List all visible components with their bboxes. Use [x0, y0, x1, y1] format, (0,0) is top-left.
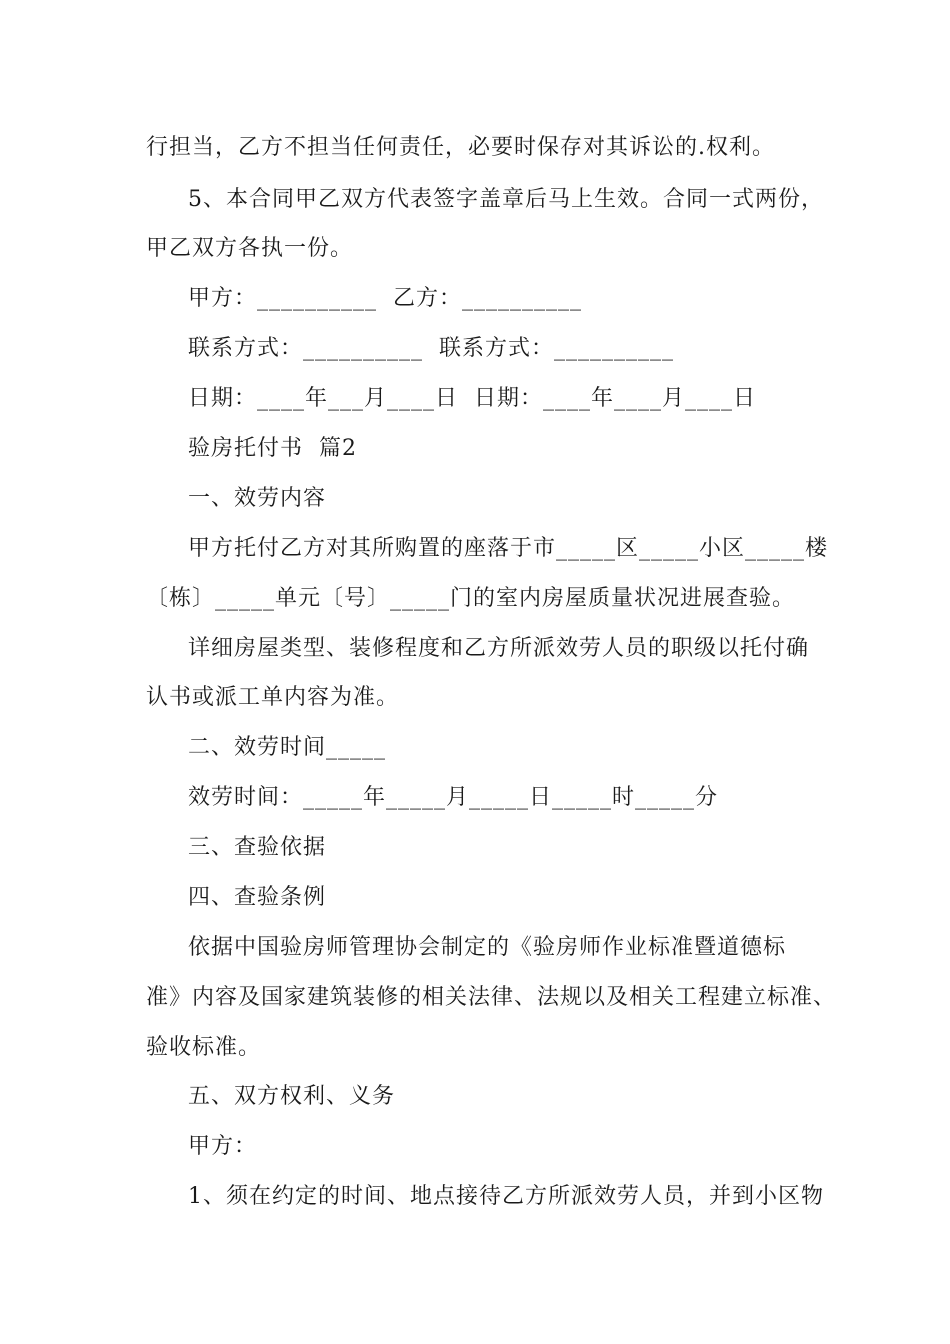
- heading-rights-obligations: 五、双方权利、义务: [188, 1084, 396, 1109]
- rules-line-2: 准》内容及国家建筑装修的相关法律、法规以及相关工程建立标准、: [146, 985, 837, 1010]
- obligation-1-line: 1、须在约定的时间、地点接待乙方所派效劳人员，并到小区物: [188, 1184, 824, 1209]
- service-content-line-1: 甲方托付乙方对其所购置的座落于市_____区_____小区_____楼: [188, 536, 829, 561]
- rules-line-3: 验收标准。: [146, 1035, 262, 1060]
- clause-5-line-2: 甲乙双方各执一份。: [146, 236, 354, 261]
- clause-5-line-1: 5、本合同甲乙双方代表签字盖章后马上生效。合同一式两份，: [188, 187, 824, 212]
- contact-line: 联系方式：__________ 联系方式：__________: [188, 336, 674, 361]
- signature-party-line: 甲方：__________ 乙方：__________: [188, 286, 582, 311]
- heading-inspection-basis: 三、查验依据: [188, 835, 327, 860]
- section-title: 验房托付书 篇2: [188, 436, 357, 461]
- service-content-line-2: 〔栋〕_____单元〔号〕_____门的室内房屋质量状况进展查验。: [146, 586, 796, 611]
- heading-inspection-rules: 四、查验条例: [188, 885, 327, 910]
- party-a-label: 甲方：: [188, 1134, 258, 1159]
- service-time-line: 效劳时间：_____年_____月_____日_____时_____分: [188, 785, 719, 810]
- heading-service-time: 二、效劳时间_____: [188, 735, 387, 760]
- paragraph-continuation-line: 行担当，乙方不担当任何责任，必要时保存对其诉讼的.权利。: [146, 135, 775, 160]
- heading-service-content: 一、效劳内容: [188, 486, 327, 511]
- service-detail-line-1: 详细房屋类型、装修程度和乙方所派效劳人员的职级以托付确: [188, 636, 810, 661]
- service-detail-line-2: 认书或派工单内容为准。: [146, 685, 400, 710]
- rules-line-1: 依据中国验房师管理协会制定的《验房师作业标准暨道德标: [188, 935, 787, 960]
- date-line: 日期：____年___月____日 日期：____年____月____日: [188, 386, 756, 411]
